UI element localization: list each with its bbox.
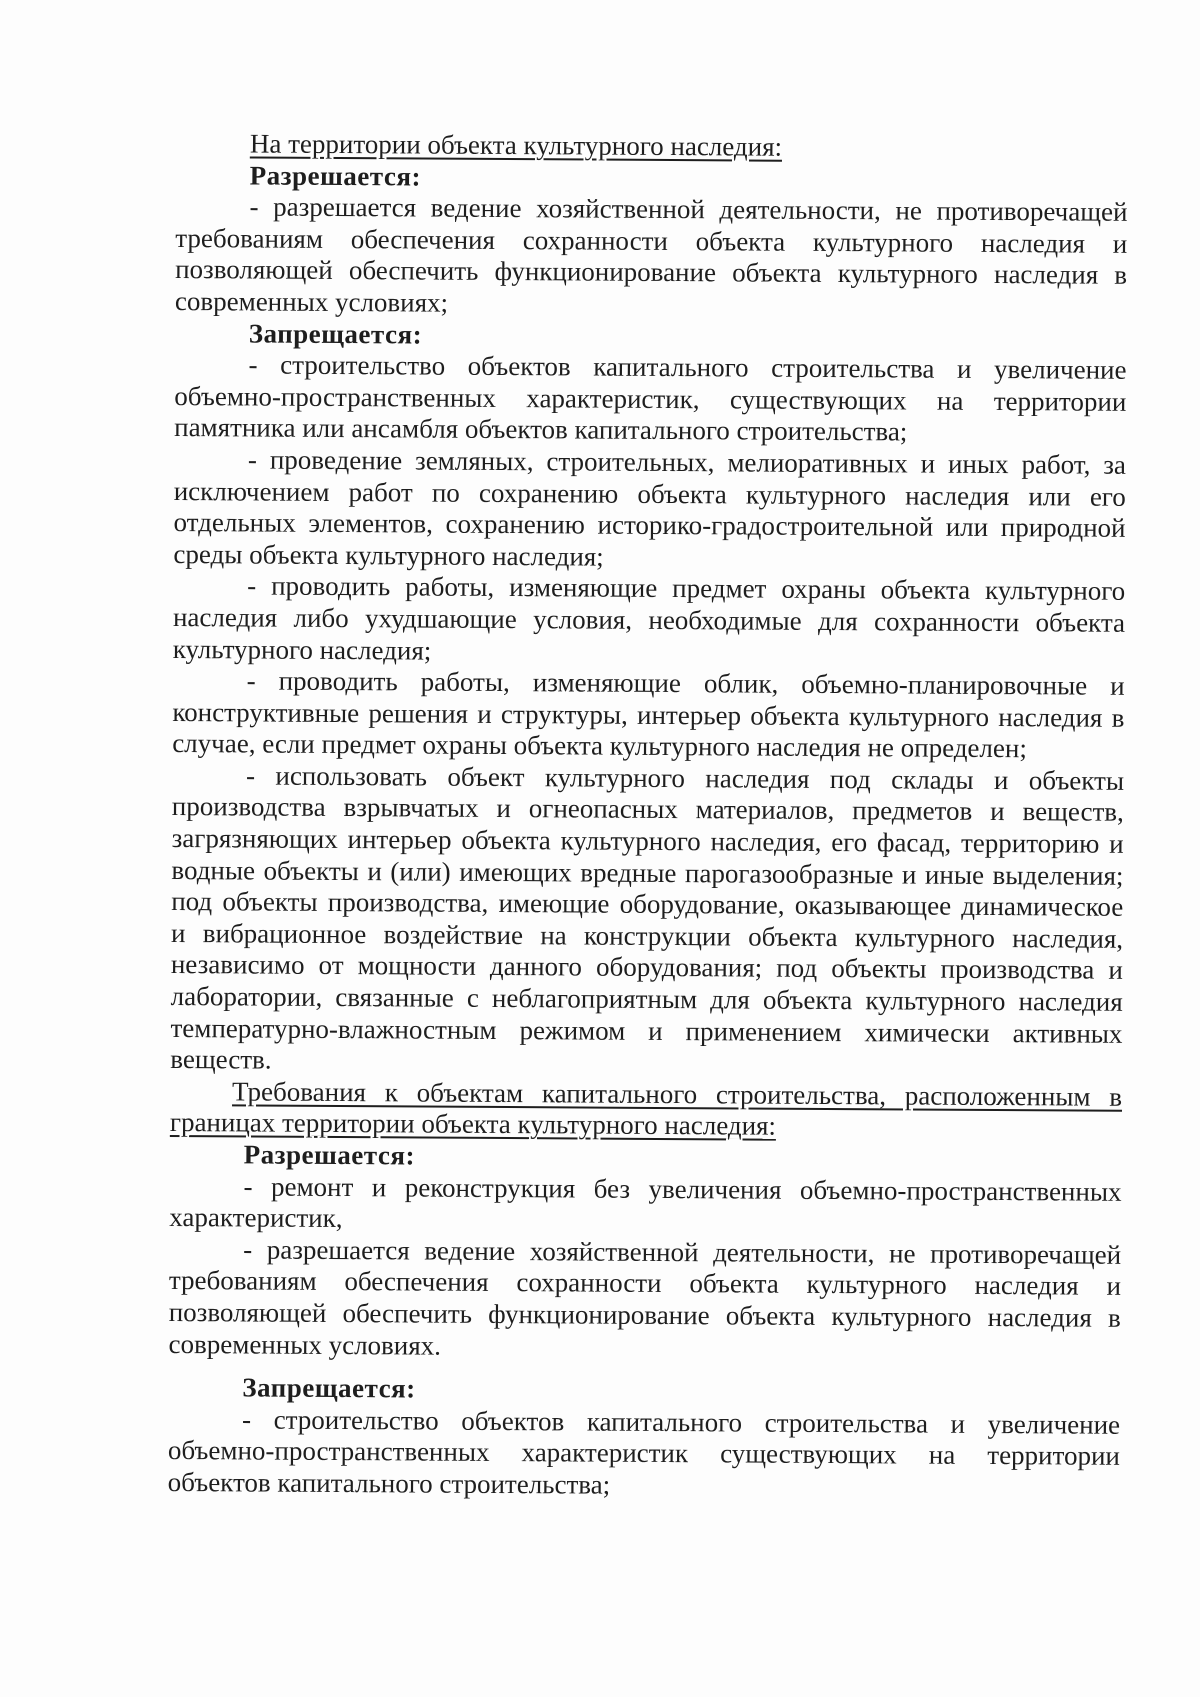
list-item: - разрешается ведение хозяйственной деятельности, не противоречащей требованиям обеспечения сохранности объекта культурного наследия и позволяющей обеспечить функционирование объекта культурного наследия в современных условиях;	[174, 191, 1128, 318]
list-item: - строительство объектов капитального строительства и увеличение объемно-пространственных характеристик, существующих на территории памятника или ансамбля объектов капитального строительства;	[174, 349, 1127, 447]
list-item: - проводить работы, изменяющие облик, объемно-планировочные и конструктивные решения и структуры, интерьер объекта культурного наследия в случае, если предмет охраны объекта культурного наследия не определен;	[172, 665, 1125, 764]
list-item: - проводить работы, изменяющие предмет охраны объекта культурного наследия либо ухудшающие условия, необходимые для сохранности объекта культурного наследия;	[172, 570, 1126, 666]
section-heading-territory: На территории объекта культурного наследия:	[249, 128, 783, 162]
forbidden-label: Запрещается:	[248, 318, 423, 350]
list-item: - использовать объект культурного наследия под склады и объекты производства взрывчатых и огнеопасных материалов, предметов и веществ, загрязняющих интерьер объекта культурного наследия, его фасад, территорию и водные объекты и (или) имеющих вредные парогазообразные и иные выделения; под объекты производства, имеющие оборудование, оказывающее динамическое и вибрационное воздействие на конструкции объекта культурного наследия, независимо от мощности данного оборудования; под объекты производства и лаборатории, связанные с неблагоприятным для объекта культурного наследия температурно-влажностным режимом и применением химически активных веществ.	[170, 760, 1125, 1075]
allowed-label: Разрешается:	[249, 160, 422, 192]
list-item: - разрешается ведение хозяйственной деятельности, не противоречащей требованиям обеспечения сохранности объекта культурного наследия и позволяющей обеспечить функционирование объекта культурного наследия в современных условиях.	[168, 1234, 1122, 1361]
allowed-label: Разрешается:	[243, 1139, 416, 1171]
list-item: - ремонт и реконструкция без увеличения объемно-пространственных характеристик,	[169, 1171, 1122, 1234]
section-heading-requirements: Требования к объектам капитального строительства, расположенным в границах территории объекта культурного наследия:	[169, 1076, 1123, 1142]
document-body	[168, 128, 1128, 1504]
list-item: - проведение земляных, строительных, мелиоративных и иных работ, за исключением работ по сохранению объекта культурного наследия или его отдельных элементов, сохранению историко-градостроительной или природной среды объекта культурного наследия;	[173, 444, 1127, 572]
list-item: - строительство объектов капитального строительства и увеличение объемно-пространственных характеристик существующих на территории объектов капитального строительства;	[167, 1404, 1121, 1500]
forbidden-label: Запрещается:	[242, 1372, 416, 1404]
